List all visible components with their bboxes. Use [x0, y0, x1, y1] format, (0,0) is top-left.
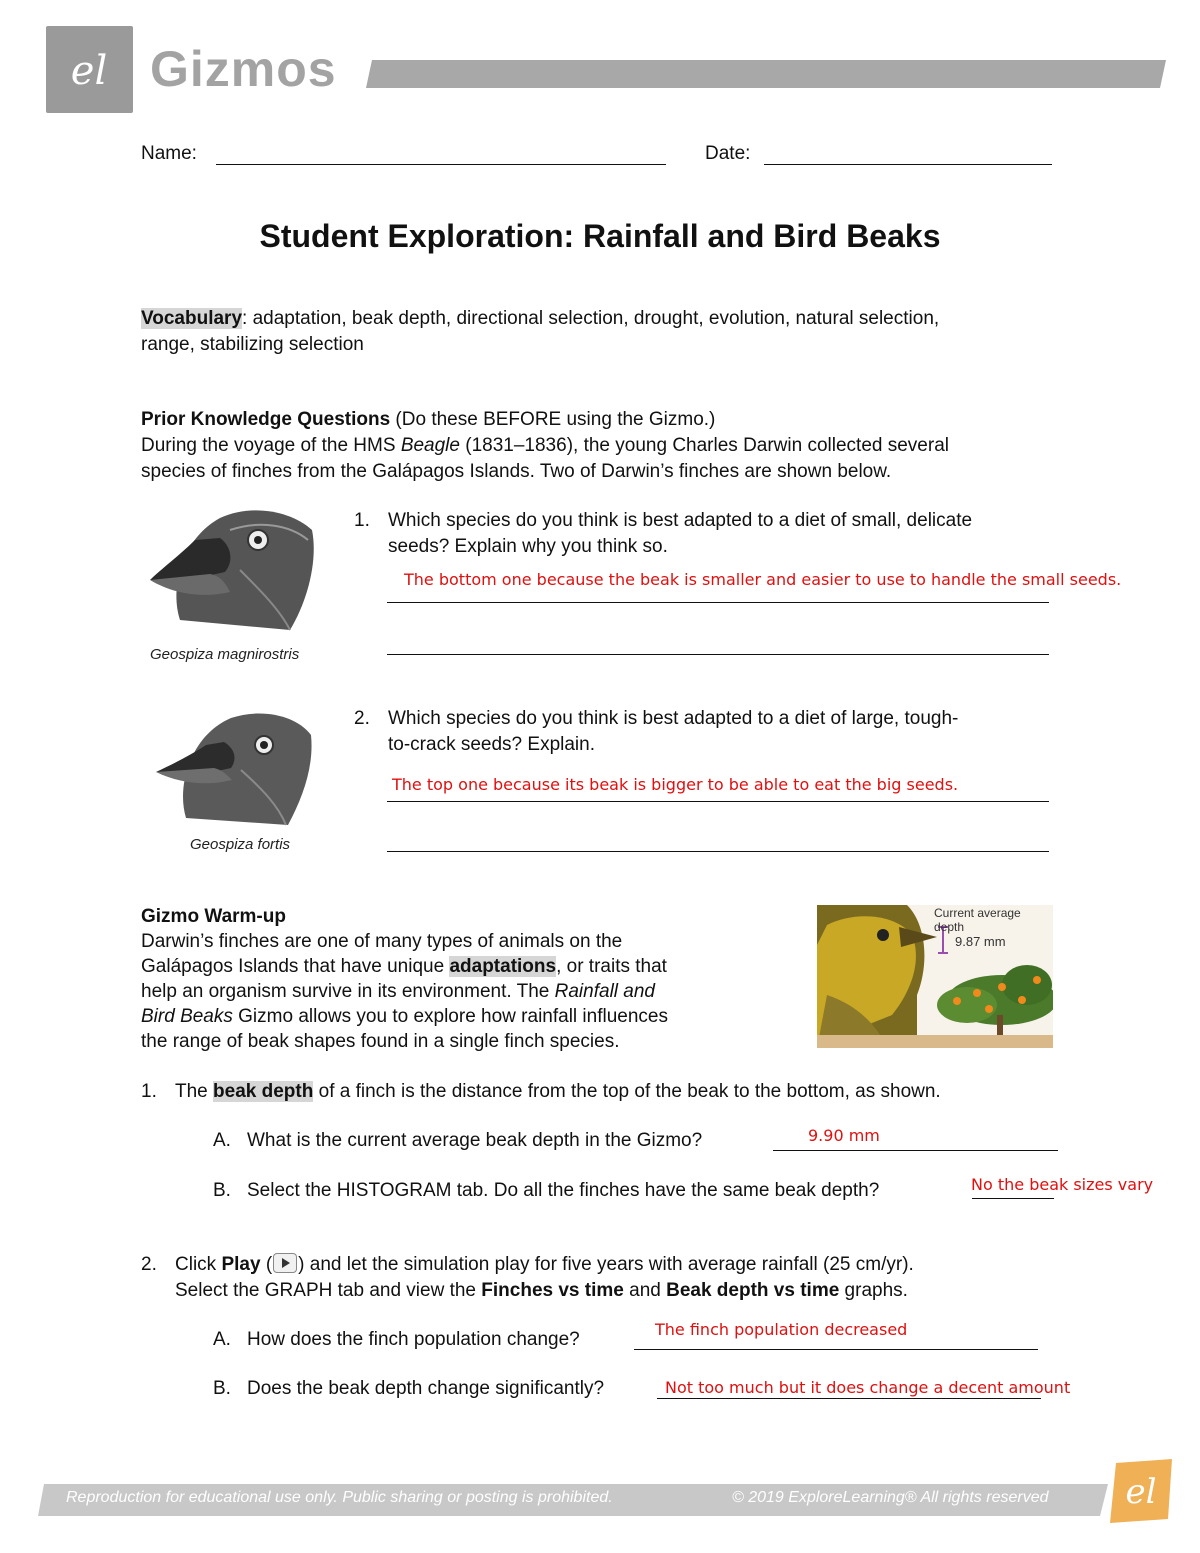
footer-copyright: © 2019 ExploreLearning® All rights reserved	[732, 1489, 1049, 1506]
prior-knowledge-section	[141, 407, 1071, 485]
q1-beak-depth-term: beak depth	[213, 1081, 314, 1102]
prior-q2-line2: to-crack seeds? Explain.	[388, 734, 595, 755]
q2a-letter: A.	[213, 1329, 231, 1350]
q2-line2a: Select the GRAPH tab and view the	[175, 1280, 482, 1301]
prior-text-1a: During the voyage of the HMS	[141, 435, 401, 456]
warmup-line2a: Galápagos Islands that have unique	[141, 956, 450, 977]
page-title: Student Exploration: Rainfall and Bird Beaks	[259, 218, 941, 254]
prior-q2-number: 2.	[354, 708, 370, 729]
q1-number: 1.	[141, 1081, 157, 1102]
q1b-letter: B.	[213, 1180, 231, 1201]
q2b-text: Does the beak depth change significantly?	[247, 1378, 605, 1399]
finch-fortis-image	[146, 700, 316, 830]
svg-text:el: el	[70, 48, 108, 94]
question-1a	[213, 1128, 702, 1154]
q2a-text: How does the finch population change?	[247, 1329, 580, 1350]
prior-question-1	[354, 508, 1074, 560]
current-depth-label: Current average depth	[934, 906, 1021, 934]
q2a-answer: The finch population decreased	[655, 1320, 908, 1339]
name-field[interactable]	[216, 146, 666, 165]
q2-finches-vs-time: Finches vs time	[481, 1280, 624, 1301]
prior-q1-number: 1.	[354, 510, 370, 531]
explorelearning-logo-icon	[1106, 1455, 1178, 1527]
q1-text-a: The	[175, 1081, 214, 1102]
q2-line1a: Click	[175, 1254, 222, 1275]
q2b-letter: B.	[213, 1378, 231, 1399]
q1a-text: What is the current average beak depth in the Gizmo?	[247, 1130, 703, 1151]
current-depth-value: 9.87 mm	[955, 934, 1006, 949]
q1a-answer: 9.90 mm	[808, 1126, 880, 1145]
footer-reproduction-note: Reproduction for educational use only. Public sharing or posting is prohibited.	[66, 1489, 613, 1506]
warmup-line5: the range of beak shapes found in a single finch species.	[141, 1031, 620, 1052]
answer-line	[387, 801, 1049, 802]
prior-heading-note: (Do these BEFORE using the Gizmo.)	[390, 409, 716, 430]
warmup-line3-italic: Rainfall and	[554, 981, 655, 1002]
gizmos-logo	[46, 26, 133, 113]
prior-text-1b: (1831–1836), the young Charles Darwin collected several	[459, 435, 949, 456]
q2b-answer: Not too much but it does change a decent amount	[665, 1378, 1071, 1397]
q2-play-term: Play	[221, 1254, 261, 1275]
q1b-answer: No the beak sizes vary	[971, 1175, 1154, 1194]
prior-q1-answer[interactable]: The bottom one because the beak is smaller and easier to use to handle the small seeds.	[404, 570, 1122, 589]
question-1b	[213, 1178, 879, 1204]
prior-text-beagle: Beagle	[400, 435, 460, 456]
finch-magnirostris-image	[140, 500, 320, 640]
gizmo-finch-image	[817, 905, 1053, 1048]
prior-heading: Prior Knowledge Questions	[141, 409, 391, 430]
answer-line	[387, 654, 1049, 655]
question-2b	[213, 1376, 604, 1402]
answer-line	[387, 851, 1049, 852]
date-field[interactable]	[764, 146, 1052, 165]
answer-line	[387, 602, 1049, 603]
warmup-line1: Darwin’s finches are one of many types of animals on the	[141, 931, 623, 952]
question-2	[141, 1252, 1081, 1304]
date-label: Date:	[705, 143, 751, 164]
el-logo-icon	[46, 26, 133, 113]
q2-number: 2.	[141, 1254, 157, 1275]
prior-q2-line1: Which species do you think is best adapted to a diet of large, tough-	[388, 708, 959, 729]
prior-question-2	[354, 706, 1074, 758]
prior-q1-line1: Which species do you think is best adapted to a diet of small, delicate	[388, 510, 973, 531]
name-label: Name:	[141, 143, 197, 164]
warmup-line4b: Gizmo allows you to explore how rainfall influences	[232, 1006, 668, 1027]
q2-line2c: graphs.	[839, 1280, 908, 1301]
bird1-caption: Geospiza magnirostris	[150, 646, 300, 663]
brand-name: Gizmos	[150, 41, 337, 97]
svg-text:el: el	[1125, 1472, 1157, 1512]
warmup-heading: Gizmo Warm-up	[141, 906, 286, 927]
vocabulary-terms-1: : adaptation, beak depth, directional selection, drought, evolution, natural selection,	[242, 308, 940, 329]
prior-q2-answer[interactable]: The top one because its beak is bigger to be able to eat the big seeds.	[392, 775, 959, 794]
warmup-line3a: help an organism survive in its environment. The	[141, 981, 555, 1002]
vocabulary-label: Vocabulary	[141, 308, 243, 329]
q1b-text: Select the HISTOGRAM tab. Do all the finches have the same beak depth?	[247, 1180, 880, 1201]
warmup-section	[141, 904, 781, 1054]
q1a-letter: A.	[213, 1130, 231, 1151]
warmup-adaptations-term: adaptations	[449, 956, 557, 977]
warmup-line4-italic: Bird Beaks	[141, 1006, 233, 1027]
prior-q1-line2: seeds? Explain why you think so.	[388, 536, 668, 557]
bird2-caption: Geospiza fortis	[190, 836, 291, 853]
play-icon	[273, 1253, 297, 1273]
q1-text-b: of a finch is the distance from the top of the beak to the bottom, as shown.	[313, 1081, 941, 1102]
q2-line1b: (	[260, 1254, 273, 1275]
question-1	[141, 1079, 1081, 1105]
prior-text-2: species of finches from the Galápagos Islands. Two of Darwin’s finches are shown below.	[141, 461, 892, 482]
vocabulary-terms-2: range, stabilizing selection	[141, 334, 364, 355]
q2-beak-depth-vs-time: Beak depth vs time	[666, 1280, 840, 1301]
q2-line1c: ) and let the simulation play for five years with average rainfall (25 cm/yr).	[298, 1254, 914, 1275]
q2-line2b: and	[623, 1280, 667, 1301]
vocabulary	[141, 306, 1071, 358]
question-2a	[213, 1327, 580, 1353]
warmup-line2b: , or traits that	[556, 956, 667, 977]
header-stripe	[366, 60, 1166, 88]
